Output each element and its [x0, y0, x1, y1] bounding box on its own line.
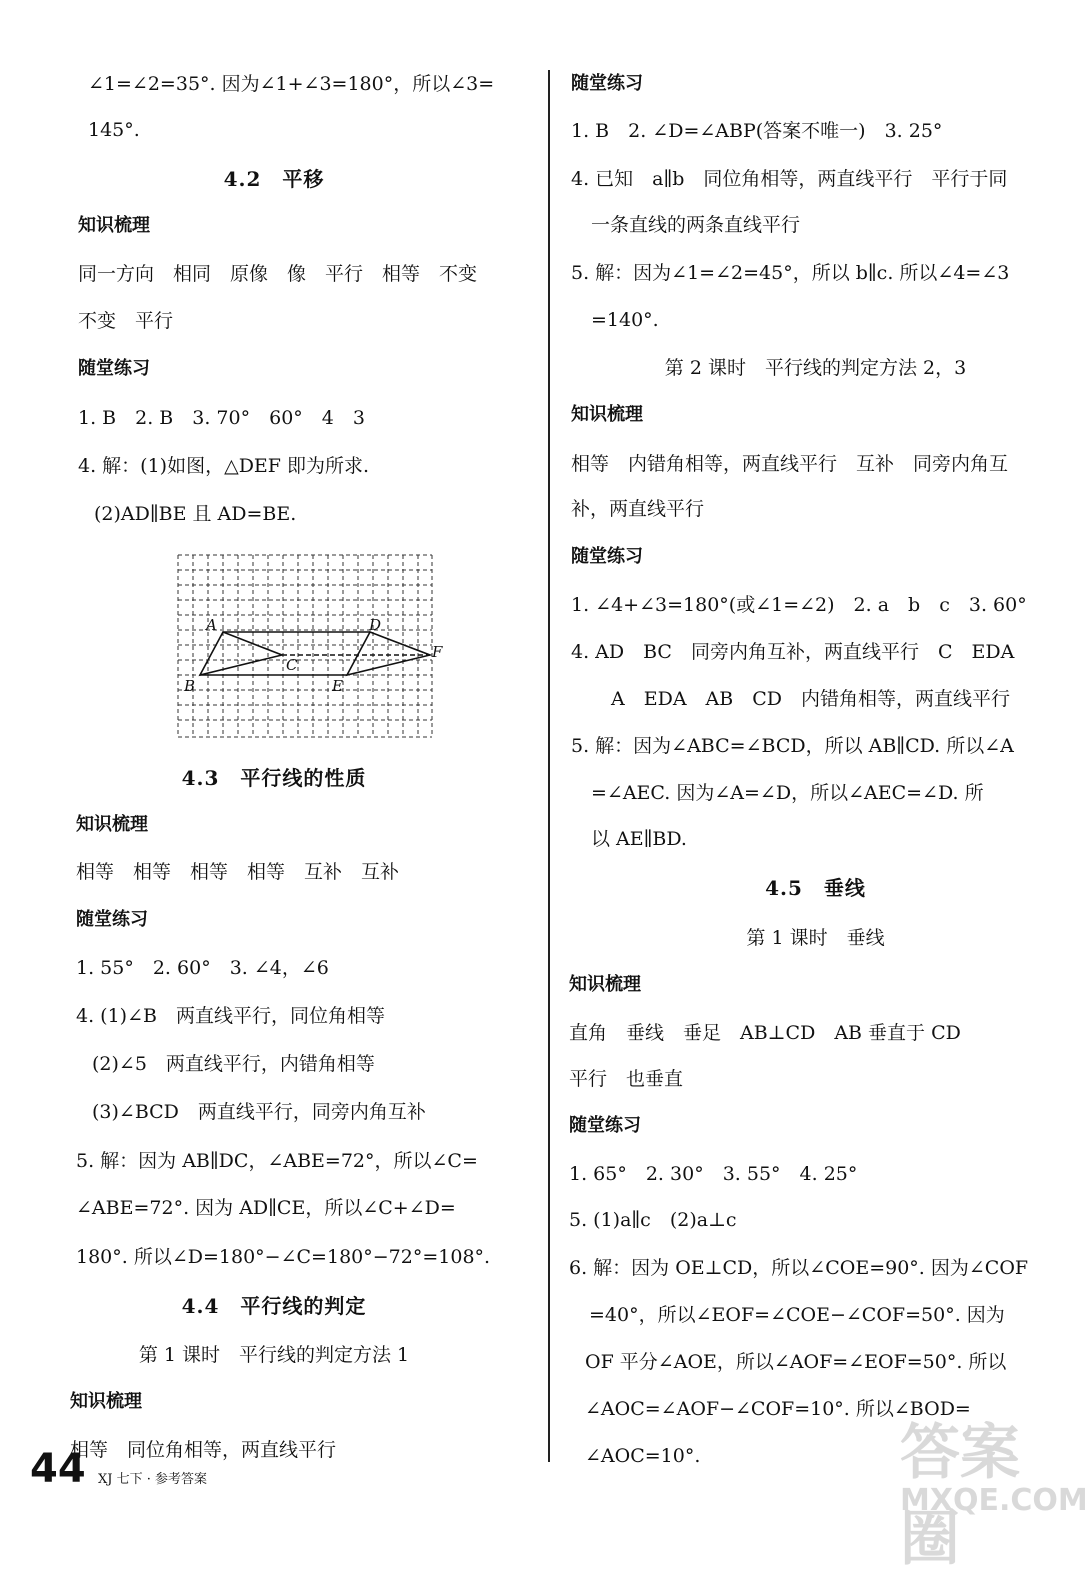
watermark-url: MXQE.COM — [900, 1483, 1088, 1518]
triangles — [200, 632, 430, 675]
triangle-abc — [200, 632, 282, 675]
text-line: 相等 内错角相等，两直线平行 互补 同旁内角互 — [571, 453, 1009, 475]
answer-line: 6. 解：因为 OE⊥CD，所以∠COE=90°. 因为∠COF — [569, 1257, 1029, 1279]
label-f: F — [432, 643, 443, 661]
section-title-4-4: 4.4 平行线的判定 — [181, 1294, 367, 1318]
answer-line: =140°. — [591, 309, 659, 331]
watermark-text: 答案圈 — [900, 1418, 1020, 1574]
text-line: ∠1=∠2=35°. 因为∠1+∠3=180°，所以∠3= — [88, 73, 495, 95]
answer-line: 4. 已知 a∥b 同位角相等，两直线平行 平行于同 — [571, 168, 1008, 190]
answer-line: 1. B 2. B 3. 70° 60° 4 3 — [78, 407, 365, 429]
answer-line: 4. AD BC 同旁内角互补，两直线平行 C EDA — [571, 641, 1015, 663]
lesson-title: 第 2 课时 平行线的判定方法 2，3 — [664, 357, 967, 379]
heading-knowledge: 知识梳理 — [569, 974, 641, 995]
answer-line: A EDA AB CD 内错角相等，两直线平行 — [611, 688, 1011, 710]
lesson-title: 第 1 课时 平行线的判定方法 1 — [138, 1344, 410, 1366]
answer-line: 1. B 2. ∠D=∠ABP(答案不唯一) 3. 25° — [571, 120, 943, 142]
heading-knowledge: 知识梳理 — [76, 814, 148, 835]
answer-line: 1. ∠4+∠3=180°(或∠1=∠2) 2. a b c 3. 60° — [571, 594, 1027, 616]
heading-practice: 随堂练习 — [78, 358, 150, 379]
heading-knowledge: 知识梳理 — [571, 404, 643, 425]
answer-line: =∠AEC. 因为∠A=∠D，所以∠AEC=∠D. 所 — [591, 782, 984, 804]
heading-knowledge: 知识梳理 — [78, 215, 150, 236]
heading-practice: 随堂练习 — [569, 1115, 641, 1136]
section-title-4-3: 4.3 平行线的性质 — [181, 766, 367, 790]
heading-practice: 随堂练习 — [571, 73, 643, 94]
label-a: A — [206, 616, 217, 634]
answer-line: 5. 解：因为 AB∥DC，∠ABE=72°，所以∠C= — [76, 1150, 478, 1172]
answer-line: 180°. 所以∠D=180°−∠C=180°−72°=108°. — [76, 1246, 491, 1268]
label-b: B — [184, 677, 196, 695]
answer-line: 1. 65° 2. 30° 3. 55° 4. 25° — [569, 1163, 858, 1185]
grid-figure-svg — [176, 553, 443, 739]
answer-line: 5. (1)a∥c (2)a⊥c — [569, 1209, 737, 1231]
answer-line: (3)∠BCD 两直线平行，同旁内角互补 — [92, 1101, 426, 1123]
text-line: 相等 同位角相等，两直线平行 — [70, 1439, 337, 1461]
translation-figure — [176, 553, 443, 739]
answer-line: (2)AD∥BE 且 AD=BE. — [94, 503, 297, 525]
text-line: 补，两直线平行 — [571, 498, 705, 520]
answer-line: ∠ABE=72°. 因为 AD∥CE，所以∠C+∠D= — [76, 1197, 456, 1219]
answer-line: (2)∠5 两直线平行，内错角相等 — [92, 1053, 375, 1075]
label-d: D — [369, 616, 382, 634]
watermark-logo — [900, 1405, 1088, 1574]
answer-line: =40°，所以∠EOF=∠COE−∠COF=50°. 因为 — [589, 1304, 1005, 1326]
answer-line: OF 平分∠AOE，所以∠AOF=∠EOF=50°. 所以 — [585, 1351, 1007, 1373]
heading-practice: 随堂练习 — [76, 909, 148, 930]
answer-line: 以 AE∥BD. — [591, 828, 687, 850]
text-line: 同一方向 相同 原像 像 平行 相等 不变 — [78, 263, 478, 285]
footer-label: XJ 七下 · 参考答案 — [98, 1472, 207, 1487]
text-line: 145°. — [88, 119, 140, 141]
section-title-4-5: 4.5 垂线 — [765, 876, 866, 900]
answer-line: 5. 解：因为∠ABC=∠BCD，所以 AB∥CD. 所以∠A — [571, 735, 1014, 757]
lesson-title: 第 1 课时 垂线 — [746, 927, 885, 949]
answer-line: 1. 55° 2. 60° 3. ∠4，∠6 — [76, 957, 329, 979]
text-line: 直角 垂线 垂足 AB⊥CD AB 垂直于 CD — [569, 1022, 961, 1044]
answer-line: ∠AOC=∠AOF−∠COF=10°. 所以∠BOD= — [585, 1398, 971, 1420]
answer-line: ∠AOC=10°. — [585, 1445, 701, 1467]
answer-line: 5. 解：因为∠1=∠2=45°，所以 b∥c. 所以∠4=∠3 — [571, 262, 1010, 284]
label-c: C — [286, 656, 298, 674]
answer-line: 4. (1)∠B 两直线平行，同位角相等 — [76, 1005, 385, 1027]
heading-knowledge: 知识梳理 — [70, 1391, 142, 1412]
answer-line: 一条直线的两条直线平行 — [591, 214, 801, 236]
text-line: 平行 也垂直 — [569, 1068, 684, 1090]
heading-practice: 随堂练习 — [571, 546, 643, 567]
page-number: 44 — [30, 1446, 86, 1492]
column-divider — [548, 70, 550, 1462]
answer-line: 4. 解：(1)如图，△DEF 即为所求. — [78, 455, 370, 477]
text-line: 相等 相等 相等 相等 互补 互补 — [76, 861, 400, 883]
text-line: 不变 平行 — [78, 310, 174, 332]
label-e: E — [332, 677, 343, 695]
section-title-4-2: 4.2 平移 — [223, 167, 325, 191]
